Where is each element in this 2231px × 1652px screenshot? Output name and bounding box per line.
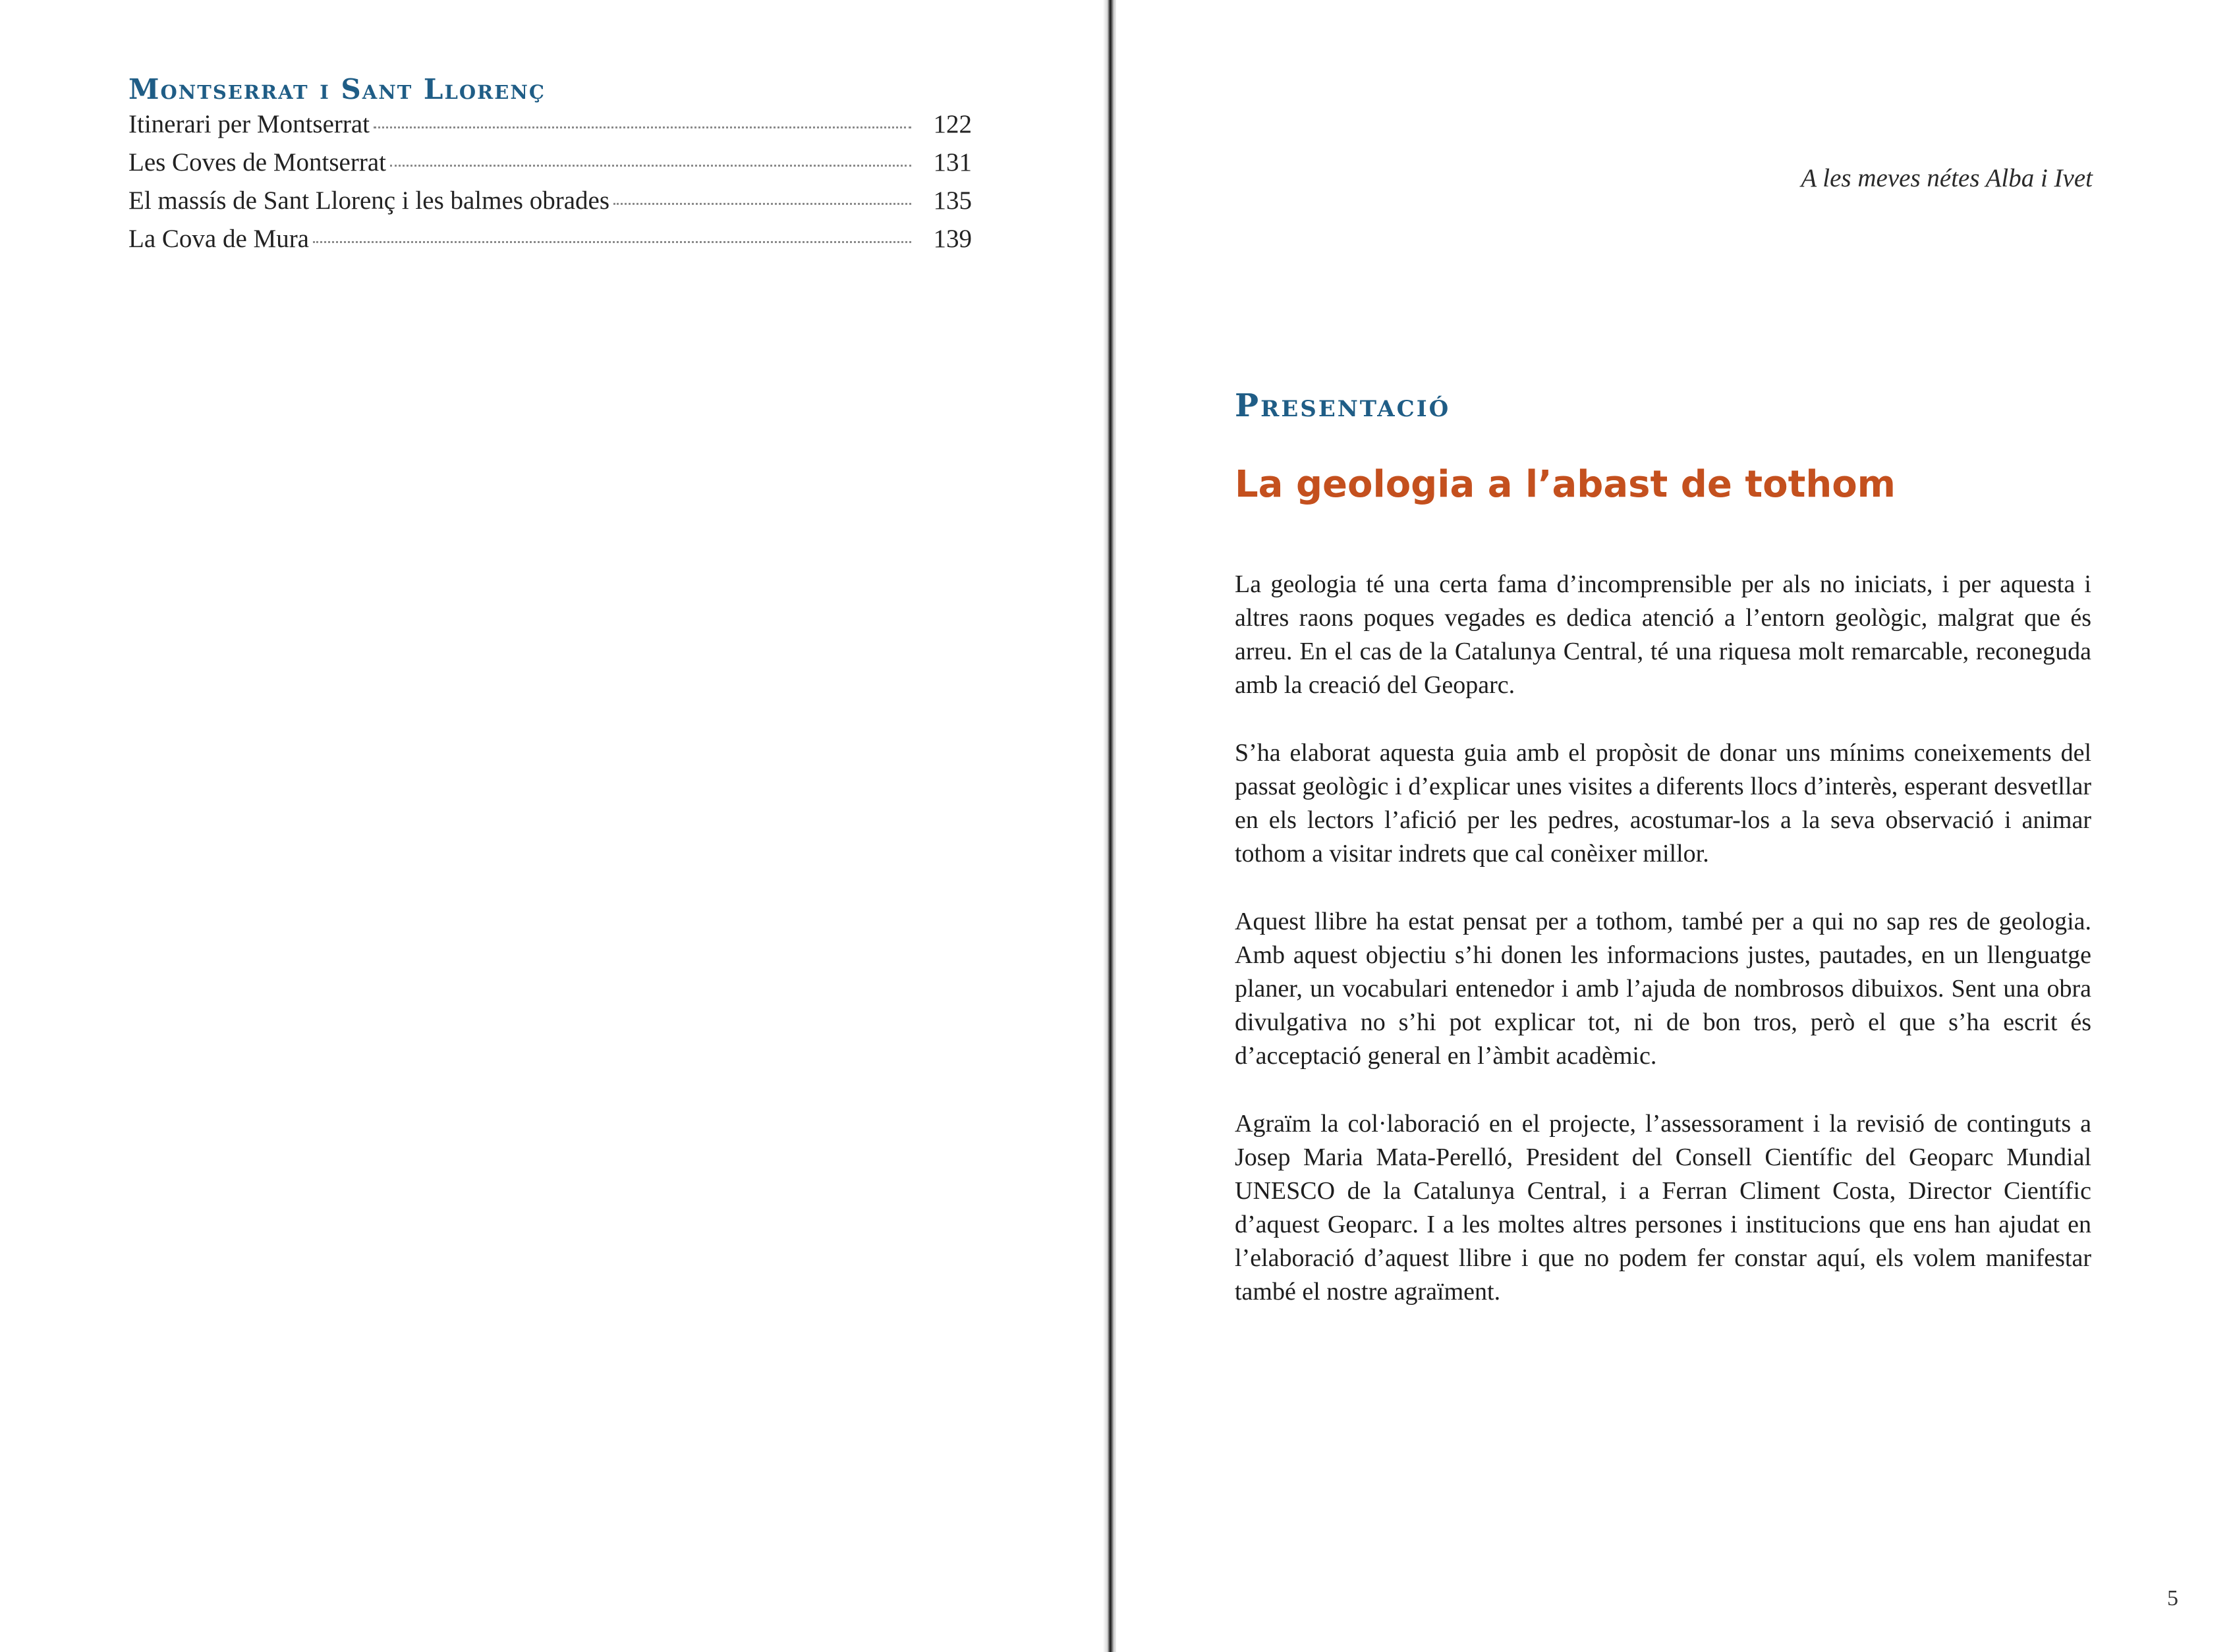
body-text bbox=[1235, 568, 2091, 1343]
toc-dot-leader bbox=[613, 203, 911, 205]
table-of-contents bbox=[128, 72, 972, 262]
book-gutter bbox=[1103, 0, 1117, 1652]
toc-dot-leader bbox=[374, 126, 911, 128]
toc-entry[interactable] bbox=[128, 148, 972, 186]
toc-entry-page: 122 bbox=[933, 110, 972, 138]
toc-dot-leader bbox=[390, 165, 911, 167]
toc-entry-title: Itinerari per Montserrat bbox=[128, 110, 370, 138]
toc-entry[interactable] bbox=[128, 224, 972, 262]
toc-entry-page: 135 bbox=[933, 186, 972, 215]
toc-entry-page: 131 bbox=[933, 148, 972, 177]
body-paragraph: S’ha elaborat aquesta guia amb el propòsit de donar uns mínims coneixements del passat geològic i d’explicar unes visites a diferents llocs d’interès, esperant desvetllar en els lectors l’afició per les pedres, acostumar-los a la seva observació i animar tothom a visitar indrets que cal conèixer millor. bbox=[1235, 739, 2091, 867]
left-page bbox=[0, 0, 1109, 1652]
page-number: 5 bbox=[2167, 1586, 2178, 1611]
toc-entry-title: Les Coves de Montserrat bbox=[128, 148, 386, 177]
body-paragraph: La geologia té una certa fama d’incomprensible per als no iniciats, i per aquesta i altres raons poques vegades es dedica atenció a l’entorn geològic, malgrat que és arreu. En el cas de la Catalunya Central, té una riquesa molt remarcable, reconeguda amb la creació del Geoparc. bbox=[1235, 570, 2091, 699]
toc-section-heading: Montserrat i Sant Llorenç bbox=[128, 73, 546, 105]
toc-entry-title: El massís de Sant Llorenç i les balmes obrades bbox=[128, 186, 609, 215]
toc-entry-page: 139 bbox=[933, 225, 972, 253]
toc-list bbox=[128, 109, 972, 262]
dedication: A les meves nétes Alba i Ivet bbox=[1801, 164, 2093, 192]
section-label: Presentació bbox=[1235, 387, 1451, 424]
toc-entry[interactable] bbox=[128, 186, 972, 224]
right-page bbox=[1116, 0, 2231, 1652]
toc-entry[interactable] bbox=[128, 109, 972, 148]
page-title: La geologia a l’abast de tothom bbox=[1235, 462, 1896, 506]
toc-dot-leader bbox=[313, 241, 911, 243]
body-paragraph: Aquest llibre ha estat pensat per a tothom, també per a qui no sap res de geologia. Amb aquest objectiu s’hi donen les informacions justes, pautades, en un llenguatge planer, un vocabulari entenedor i amb l’ajuda de nombrosos dibuixos. Sent una obra divulgativa no s’hi pot explicar tot, ni de bon tros, però el que s’ha escrit és d’acceptació general en l’àmbit acadèmic. bbox=[1235, 908, 2091, 1070]
toc-entry-title: La Cova de Mura bbox=[128, 225, 309, 253]
body-paragraph: Agraïm la col·laboració en el projecte, l’assessorament i la revisió de continguts a Josep Maria Mata-Perelló, President del Consell Científic del Geoparc Mundial UNESCO de la Catalunya Central, i a Ferran Climent Costa, Director Científic d’aquest Geoparc. I a les moltes altres persones i institucions que ens han ajudat en l’elaboració d’aquest llibre i que no podem fer constar aquí, els volem manifestar també el nostre agraïment. bbox=[1235, 1110, 2091, 1306]
